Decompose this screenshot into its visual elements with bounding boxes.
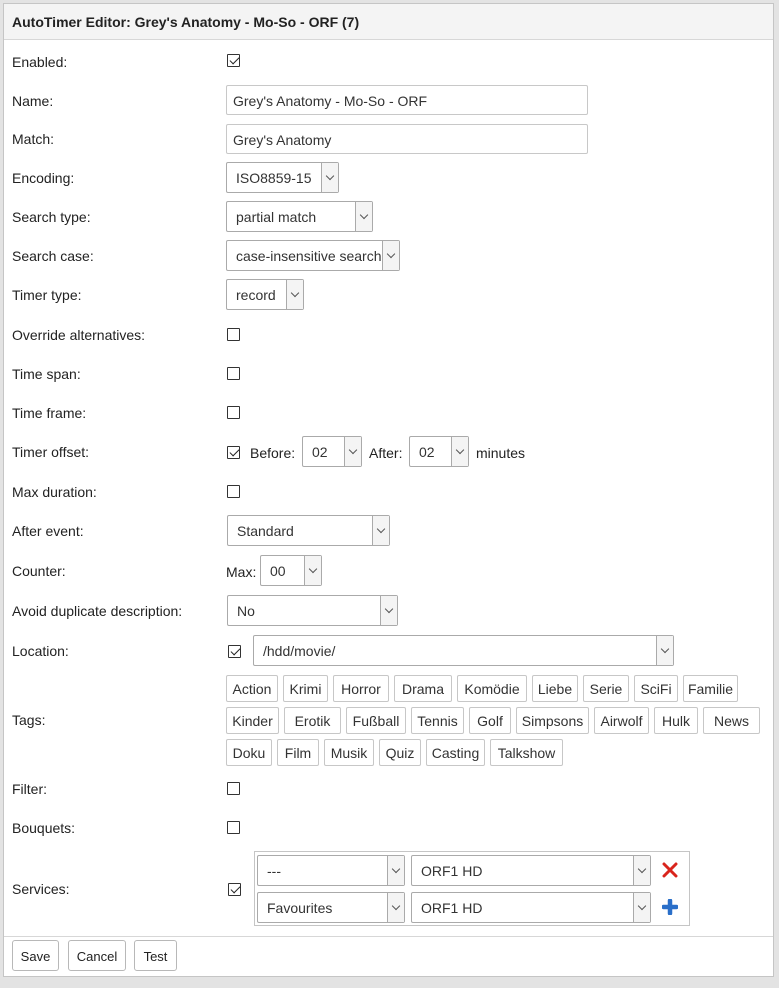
bouquets-label: Bouquets: [12, 820, 76, 836]
tag-button[interactable]: Film [277, 739, 319, 766]
chevron-down-icon [355, 202, 372, 231]
tag-button[interactable]: Komödie [457, 675, 527, 702]
tag-button[interactable]: Quiz [379, 739, 421, 766]
tag-button[interactable]: SciFi [634, 675, 678, 702]
tag-button[interactable]: Fußball [346, 707, 406, 734]
before-select[interactable] [302, 436, 362, 467]
tag-button[interactable]: Horror [333, 675, 389, 702]
name-input[interactable]: Grey's Anatomy - Mo-So - ORF [226, 85, 588, 115]
time-span-checkbox[interactable] [227, 367, 240, 380]
time-span-label: Time span: [12, 366, 81, 382]
tag-button[interactable]: Hulk [654, 707, 698, 734]
counter-max-label: Max: [226, 564, 257, 580]
avoid-duplicate-value: No [237, 603, 255, 619]
services-label: Services: [12, 881, 70, 897]
after-event-label: After event: [12, 523, 84, 539]
encoding-label: Encoding: [12, 170, 75, 186]
location-label: Location: [12, 643, 69, 659]
chevron-down-icon [304, 556, 321, 585]
service-row-1-bouquet-select[interactable] [257, 855, 405, 886]
chevron-down-icon [387, 893, 404, 922]
tag-button[interactable]: Tennis [411, 707, 464, 734]
cancel-button[interactable]: Cancel [68, 940, 126, 971]
time-frame-checkbox[interactable] [227, 406, 240, 419]
timer-offset-checkbox[interactable] [227, 446, 240, 459]
timer-type-value: record [236, 287, 276, 303]
chevron-down-icon [382, 241, 399, 270]
tag-button[interactable]: Serie [583, 675, 629, 702]
tag-button[interactable]: Musik [324, 739, 374, 766]
delete-icon[interactable] [662, 862, 678, 878]
override-alternatives-label: Override alternatives: [12, 327, 146, 343]
avoid-duplicate-select[interactable] [227, 595, 398, 626]
tag-button[interactable]: Action [226, 675, 278, 702]
minutes-label: minutes [476, 445, 526, 461]
max-duration-label: Max duration: [12, 484, 97, 500]
tag-button[interactable]: Kinder [226, 707, 279, 734]
search-type-value: partial match [236, 209, 317, 225]
after-value: 02 [419, 444, 435, 460]
max-duration-checkbox[interactable] [227, 485, 240, 498]
after-select[interactable] [409, 436, 469, 467]
tag-button[interactable]: Golf [469, 707, 511, 734]
service-row-2-bouquet-value: Favourites [267, 900, 333, 916]
match-label: Match: [12, 131, 55, 147]
location-select[interactable] [253, 635, 674, 666]
timer-type-label: Timer type: [12, 287, 82, 303]
tag-button[interactable]: Talkshow [490, 739, 563, 766]
tag-button[interactable]: Familie [683, 675, 738, 702]
tag-button[interactable]: Liebe [532, 675, 578, 702]
services-table [254, 851, 690, 926]
search-case-label: Search case: [12, 248, 94, 264]
bouquets-checkbox[interactable] [227, 821, 240, 834]
avoid-duplicate-label: Avoid duplicate description: [12, 603, 183, 619]
service-row-2-bouquet-select[interactable] [257, 892, 405, 923]
tags-row [4, 675, 769, 771]
tag-button[interactable]: News [703, 707, 760, 734]
chevron-down-icon [286, 280, 303, 309]
service-row-2-service-value: ORF1 HD [421, 900, 483, 916]
encoding-value: ISO8859-15 [236, 170, 312, 186]
search-case-value: case-insensitive search [236, 248, 382, 264]
encoding-select[interactable] [226, 162, 339, 193]
name-label: Name: [12, 93, 54, 109]
search-case-select[interactable] [226, 240, 400, 271]
tag-button[interactable]: Erotik [284, 707, 341, 734]
service-row-1-service-select[interactable] [411, 855, 651, 886]
override-alternatives-checkbox[interactable] [227, 328, 240, 341]
enabled-checkbox[interactable] [227, 54, 240, 67]
timer-offset-label: Timer offset: [12, 444, 90, 460]
chevron-down-icon [451, 437, 468, 466]
after-label: After: [369, 445, 403, 461]
services-checkbox[interactable] [228, 883, 241, 896]
match-input[interactable]: Grey's Anatomy [226, 124, 588, 154]
counter-select[interactable] [260, 555, 322, 586]
chevron-down-icon [321, 163, 338, 192]
tags-label: Tags: [12, 712, 46, 728]
after-event-value: Standard [237, 523, 294, 539]
service-row-1-service-value: ORF1 HD [421, 863, 483, 879]
test-button[interactable]: Test [134, 940, 177, 971]
autotimer-editor-dialog [3, 3, 774, 977]
search-type-select[interactable] [226, 201, 373, 232]
before-value: 02 [312, 444, 328, 460]
save-button[interactable]: Save [12, 940, 59, 971]
tag-button[interactable]: Simpsons [516, 707, 589, 734]
chevron-down-icon [372, 516, 389, 545]
filter-checkbox[interactable] [227, 782, 240, 795]
chevron-down-icon [380, 596, 397, 625]
footer-divider [4, 936, 773, 937]
enabled-label: Enabled: [12, 54, 68, 70]
tag-button[interactable]: Drama [394, 675, 452, 702]
tag-button[interactable]: Krimi [283, 675, 328, 702]
time-frame-label: Time frame: [12, 405, 87, 421]
chevron-down-icon [633, 856, 650, 885]
service-row-1-bouquet-value: --- [267, 863, 281, 879]
chevron-down-icon [387, 856, 404, 885]
add-icon[interactable] [662, 899, 678, 915]
search-type-label: Search type: [12, 209, 91, 225]
filter-label: Filter: [12, 781, 47, 797]
location-value: /hdd/movie/ [263, 643, 336, 659]
timer-type-select[interactable] [226, 279, 304, 310]
location-checkbox[interactable] [228, 645, 241, 658]
services-row [4, 851, 769, 931]
counter-value: 00 [270, 563, 286, 579]
after-event-select[interactable] [227, 515, 390, 546]
before-label: Before: [250, 445, 296, 461]
counter-label: Counter: [12, 563, 66, 579]
tag-button[interactable]: Doku [226, 739, 272, 766]
tag-button[interactable]: Airwolf [594, 707, 649, 734]
chevron-down-icon [344, 437, 361, 466]
chevron-down-icon [656, 636, 673, 665]
dialog-title: AutoTimer Editor: Grey's Anatomy - Mo-So - ORF (7) [4, 4, 773, 40]
chevron-down-icon [633, 893, 650, 922]
tag-button[interactable]: Casting [426, 739, 485, 766]
service-row-2-service-select[interactable] [411, 892, 651, 923]
